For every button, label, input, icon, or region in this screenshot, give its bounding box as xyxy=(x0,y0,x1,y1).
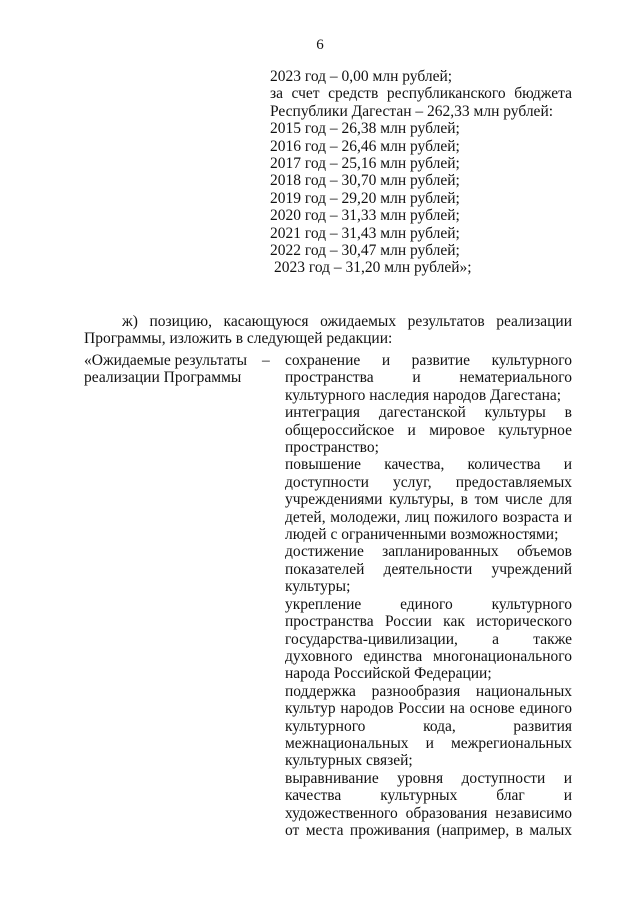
results-line: интеграция дагестанской культуры в xyxy=(285,404,572,422)
results-line: общероссийское и мировое культурное xyxy=(285,421,572,439)
results-line: культурного кода, развития xyxy=(285,717,572,735)
results-line: пространства России как исторического xyxy=(285,613,572,631)
results-line: от места проживания (например, в малых xyxy=(285,821,572,839)
funding-line: 2015 год – 26,38 млн рублей; xyxy=(270,120,460,138)
funding-line: Республики Дагестан – 262,33 млн рублей: xyxy=(270,102,554,120)
funding-line: 2017 год – 25,16 млн рублей; xyxy=(270,155,460,173)
results-line: пространство; xyxy=(285,439,379,457)
funding-line: 2021 год – 31,43 млн рублей; xyxy=(270,224,460,242)
results-line: культуры; xyxy=(285,578,351,596)
results-line: детей, молодежи, лиц пожилого возраста и xyxy=(285,508,572,526)
results-line: выравнивание уровня доступности и xyxy=(285,769,572,787)
results-line: культурного наследия народов Дагестана; xyxy=(285,386,562,404)
funding-line: 2019 год – 29,20 млн рублей; xyxy=(270,189,460,207)
amendment-paragraph xyxy=(84,313,572,348)
results-line: культур народов России на основе единого xyxy=(285,700,572,718)
funding-line: 2023 год – 0,00 млн рублей; xyxy=(270,68,453,85)
amendment-line: Программы, изложить в следующей редакции: xyxy=(84,330,393,348)
results-line: людей с ограниченными возможностями; xyxy=(285,526,559,544)
page-number: 6 xyxy=(316,37,324,53)
results-line: сохранение и развитие культурного xyxy=(285,352,572,369)
results-line: народа Российской Федерации; xyxy=(285,665,492,683)
funding-line: 2016 год – 26,46 млн рублей; xyxy=(270,137,460,155)
results-line: поддержка разнообразия национальных xyxy=(285,682,572,700)
funding-line: за счет средств республиканского бюджета xyxy=(270,85,572,103)
label-line: «Ожидаемые результаты xyxy=(84,352,248,369)
results-line: учреждениями культуры, в том числе для xyxy=(285,491,572,509)
expected-results-label xyxy=(84,352,264,387)
results-line: культурных связей; xyxy=(285,752,413,770)
results-line: доступности услуг, предоставляемых xyxy=(285,473,572,491)
results-line: пространства и нематериального xyxy=(285,369,572,387)
results-line: достижение запланированных объемов xyxy=(285,543,572,561)
funding-line: 2018 год – 30,70 млн рублей; xyxy=(270,172,460,190)
results-line: повышение качества, количества и xyxy=(285,456,572,474)
label-line: реализации Программы xyxy=(84,369,242,387)
amendment-line: ж) позицию, касающуюся ожидаемых результатов реализации xyxy=(122,313,572,330)
results-line: духовного единства многонационального xyxy=(285,647,572,665)
results-line: художественного образования независимо xyxy=(285,804,572,822)
funding-line: 2023 год – 31,20 млн рублей»; xyxy=(274,259,472,277)
funding-line: 2022 год – 30,47 млн рублей; xyxy=(270,242,460,260)
results-line: межнациональных и межрегиональных xyxy=(285,734,572,752)
results-line: укрепление единого культурного xyxy=(285,595,572,613)
results-line: качества культурных благ и xyxy=(285,787,572,805)
results-line: показателей деятельности учреждений xyxy=(285,560,572,578)
expected-results-list xyxy=(285,352,572,839)
funding-breakdown xyxy=(270,68,572,277)
results-line: государства-цивилизации, а также xyxy=(285,630,572,648)
funding-line: 2020 год – 31,33 млн рублей; xyxy=(270,207,460,225)
label-dash: – xyxy=(262,352,270,369)
